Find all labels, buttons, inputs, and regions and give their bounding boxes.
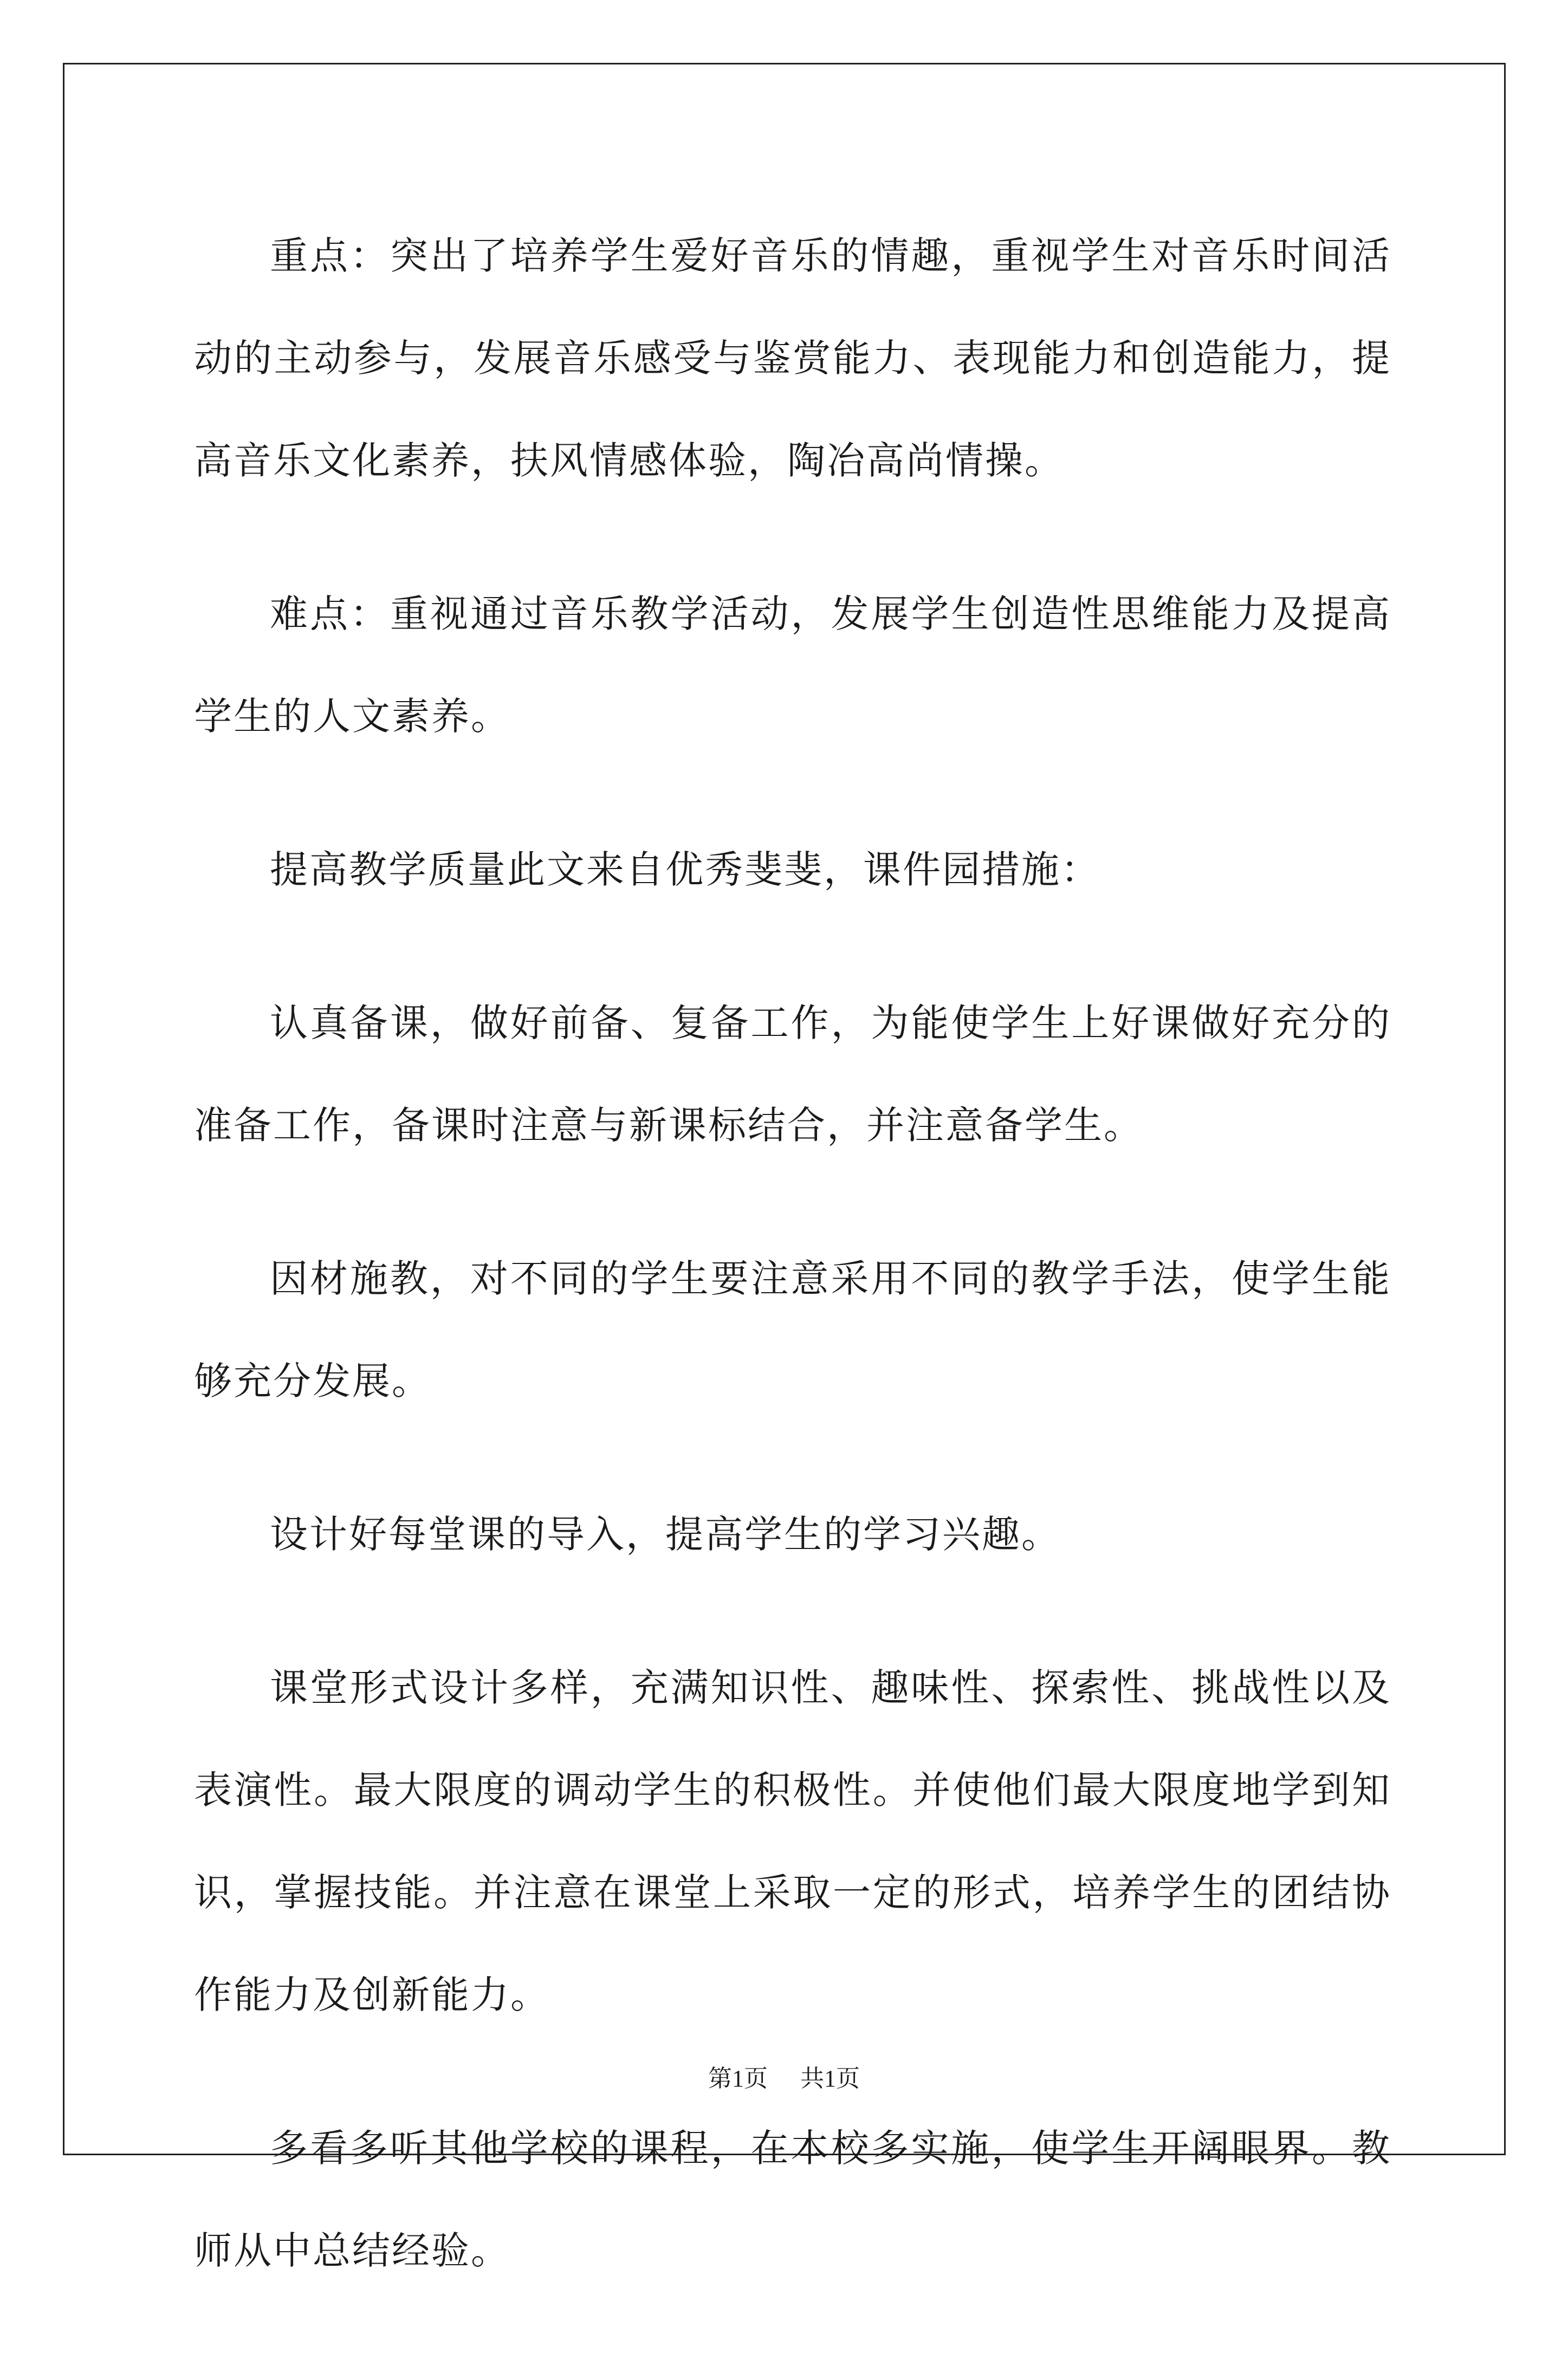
paragraph-observe-other-schools: 多看多听其他学校的课程，在本校多实施，使学生开阔眼界。教师从中总结经验。 <box>194 2126 1391 2273</box>
paragraph-key-points: 重点：突出了培养学生爱好音乐的情趣，重视学生对音乐时间活动的主动参与，发展音乐感受与鉴赏能力、表现能力和创造能力，提高音乐文化素养，扶风情感体验，陶冶高尚情操。 <box>194 234 1391 483</box>
paragraph-individualized-teaching: 因材施教，对不同的学生要注意采用不同的教学手法，使学生能够充分发展。 <box>194 1256 1391 1403</box>
paragraph-measures-heading: 提高教学质量此文来自优秀斐斐，课件园措施： <box>270 847 1100 892</box>
paragraph-class-forms: 课堂形式设计多样，充满知识性、趣味性、探索性、挑战性以及表演性。最大限度的调动学生的积极性。并使他们最大限度地学到知识，掌握技能。并注意在课堂上采取一定的形式，培养学生的团结协作能力及创新能力。 <box>194 1665 1391 2017</box>
page-footer <box>0 2063 1568 2095</box>
paragraph-lesson-prep: 认真备课，做好前备、复备工作，为能使学生上好课做好充分的准备工作，备课时注意与新课标结合，并注意备学生。 <box>194 1001 1391 1148</box>
page-total: 共1页 <box>800 2065 860 2092</box>
document-body <box>194 205 1391 2353</box>
paragraph-lesson-intro: 设计好每堂课的导入，提高学生的学习兴趣。 <box>270 1512 1061 1557</box>
page-number: 第1页 <box>708 2065 768 2092</box>
paragraph-difficulties: 难点：重视通过音乐教学活动，发展学生创造性思维能力及提高学生的人文素养。 <box>194 592 1391 738</box>
